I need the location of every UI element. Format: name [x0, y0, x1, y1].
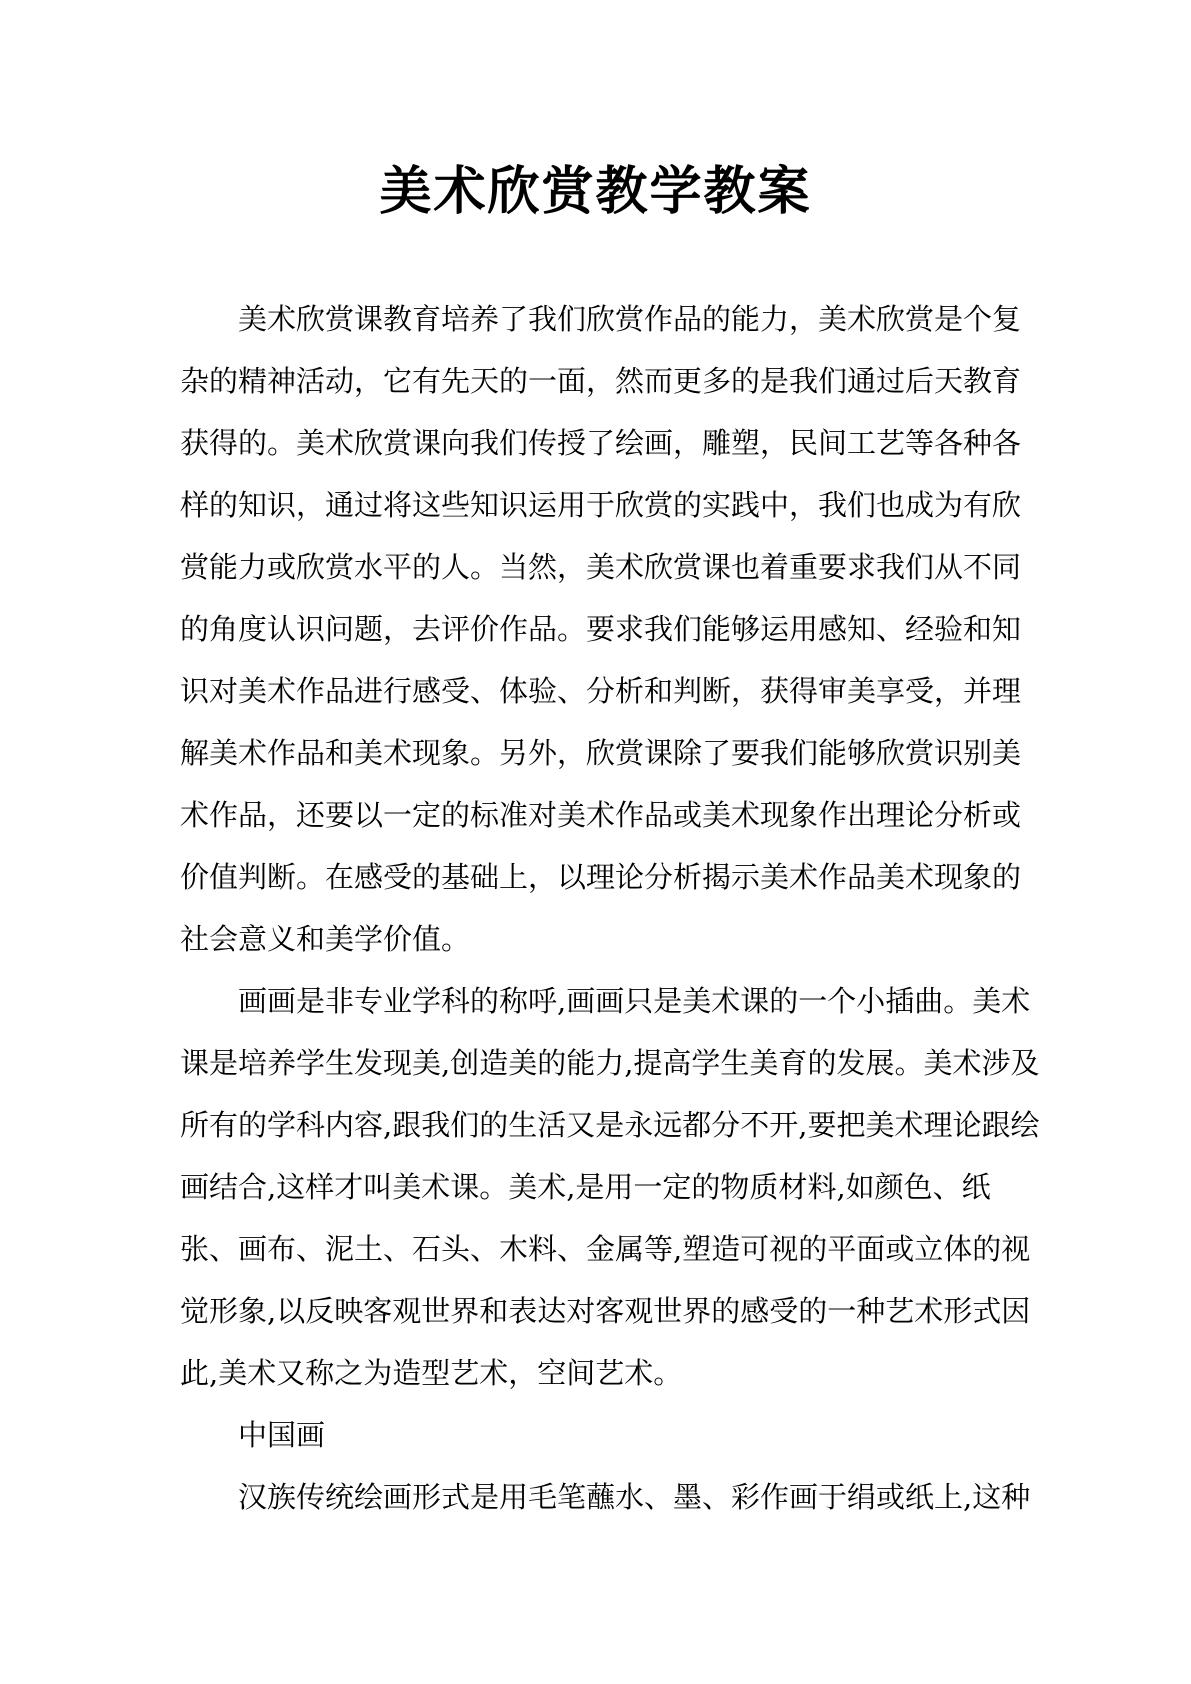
text-line: 画画是非专业学科的称呼,画画只是美术课的一个小插曲。美术	[238, 984, 1031, 1018]
text-line: 中国画	[238, 1418, 326, 1452]
text-line: 所有的学科内容,跟我们的生活又是永远都分不开,要把美术理论跟绘	[180, 1108, 1040, 1142]
text-line: 赏能力或欣赏水平的人。当然，美术欣赏课也着重要求我们从不同	[180, 550, 1022, 584]
text-line: 此,美术又称之为造型艺术，空间艺术。	[180, 1356, 683, 1390]
text-line: 识对美术作品进行感受、体验、分析和判断，获得审美享受，并理	[180, 674, 1022, 708]
document-body	[180, 288, 1040, 1528]
text-line: 杂的精神活动，它有先天的一面，然而更多的是我们通过后天教育	[180, 364, 1022, 398]
text-line: 样的知识，通过将这些知识运用于欣赏的实践中，我们也成为有欣	[180, 488, 1022, 522]
text-line: 术作品，还要以一定的标准对美术作品或美术现象作出理论分析或	[180, 798, 1022, 832]
document-title: 美术欣赏教学教案	[379, 161, 812, 222]
text-line: 解美术作品和美术现象。另外，欣赏课除了要我们能够欣赏识别美	[180, 736, 1022, 770]
text-line: 获得的。美术欣赏课向我们传授了绘画，雕塑，民间工艺等各种各	[180, 426, 1022, 460]
text-line: 画结合,这样才叫美术课。美术,是用一定的物质材料,如颜色、纸	[180, 1170, 991, 1204]
text-line: 社会意义和美学价值。	[180, 922, 471, 956]
text-line: 美术欣赏课教育培养了我们欣赏作品的能力，美术欣赏是个复	[238, 302, 1022, 336]
text-line: 张、画布、泥土、石头、木料、金属等,塑造可视的平面或立体的视	[180, 1232, 1031, 1266]
text-line: 觉形象,以反映客观世界和表达对客观世界的感受的一种艺术形式因	[180, 1294, 1031, 1328]
text-line: 课是培养学生发现美,创造美的能力,提高学生美育的发展。美术涉及	[180, 1046, 1040, 1080]
text-line: 汉族传统绘画形式是用毛笔蘸水、墨、彩作画于绢或纸上,这种	[238, 1480, 1031, 1514]
text-line: 的角度认识问题，去评价作品。要求我们能够运用感知、经验和知	[180, 612, 1022, 646]
text-line: 价值判断。在感受的基础上，以理论分析揭示美术作品美术现象的	[180, 860, 1022, 894]
